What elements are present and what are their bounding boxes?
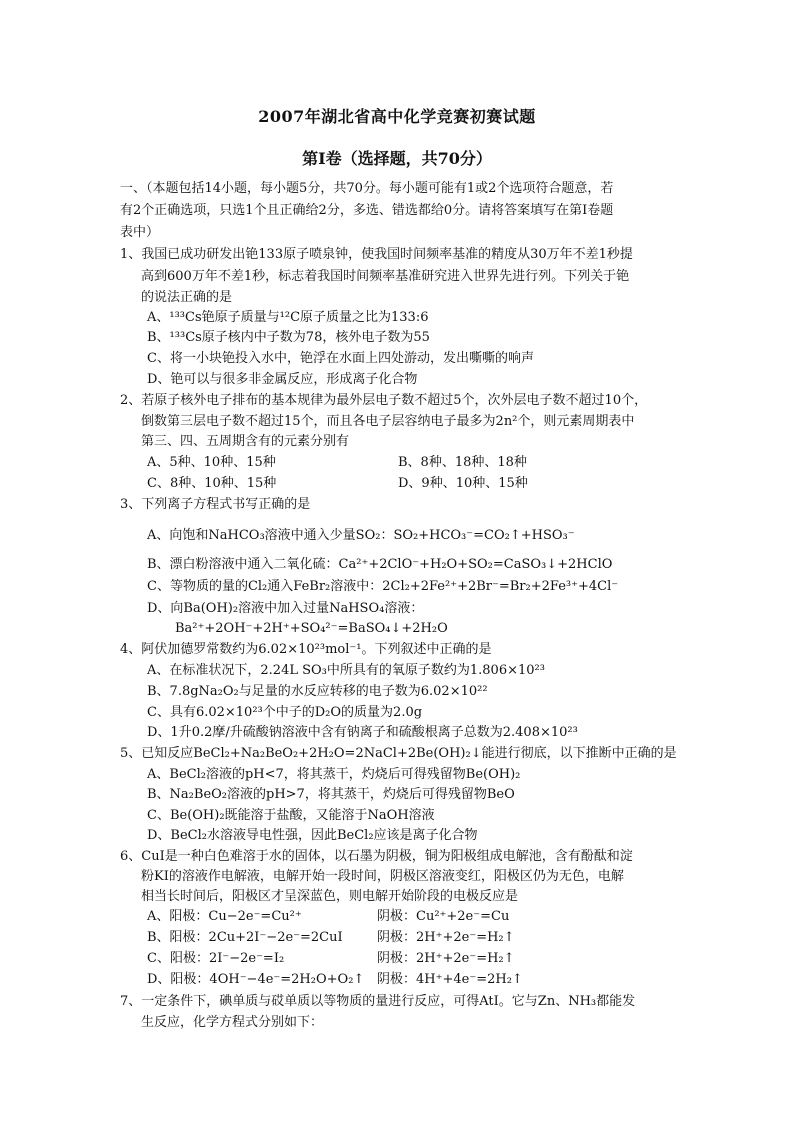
question-7-stem: 生反应，化学方程式分别如下： bbox=[141, 1015, 324, 1030]
question-6-option-a-anode: A、阳极：Cu−2e⁻=Cu²⁺ bbox=[147, 909, 302, 924]
question-6-option-b-cathode: 阴极：2H⁺+2e⁻=H₂↑ bbox=[377, 930, 515, 945]
question-6-option-d-anode: D、阳极：4OH⁻−4e⁻=2H₂O+O₂↑ bbox=[147, 972, 365, 987]
question-2-stem: 第三、四、五周期含有的元素分别有 bbox=[141, 434, 350, 449]
question-3-option-b: B、漂白粉溶液中通入二氧化硫：Ca²⁺+2ClO⁻+H₂O+SO₂=CaSO₃↓+2HClO bbox=[147, 557, 613, 572]
question-4-option-a: A、在标准状况下，2.24L SO₃中所具有的氧原子数约为1.806×10²³ bbox=[147, 663, 545, 678]
question-2-stem: 2、若原子核外电子排布的基本规律为最外层电子数不超过5个，次外层电子数不超过10个， bbox=[120, 393, 648, 408]
section-title: 第Ⅰ卷（选择题，共70分） bbox=[302, 149, 492, 168]
question-4-option-b: B、7.8gNa₂O₂与足量的水反应转移的电子数为6.02×10²² bbox=[147, 684, 488, 699]
question-5-option-d: D、BeCl₂水溶液导电性强，因此BeCl₂应该是离子化合物 bbox=[147, 828, 478, 843]
question-5-option-a: A、BeCl₂溶液的pH<7，将其蒸干，灼烧后可得残留物Be(OH)₂ bbox=[147, 767, 521, 782]
page-title: 2007年湖北省高中化学竞赛初赛试题 bbox=[258, 107, 536, 126]
question-1-option-b: B、¹³³Cs原子核内中子数为78，核外电子数为55 bbox=[147, 330, 430, 345]
question-6-option-b-anode: B、阳极：2Cu+2I⁻−2e⁻=2CuI bbox=[147, 930, 343, 945]
question-3-option-d-equation: Ba²⁺+2OH⁻+2H⁺+SO₄²⁻=BaSO₄↓+2H₂O bbox=[175, 621, 448, 636]
question-6-stem: 粉KI的溶液作电解液，电解开始一段时间，阴极区溶液变红，阳极区仍为无色，电解 bbox=[141, 869, 624, 884]
section-intro-line: 一、（本题包括14小题，每小题5分，共70分。每小题可能有1或2个选项符合题意，若 bbox=[120, 181, 614, 196]
question-4-option-d: D、1升0.2摩/升硫酸钠溶液中含有钠离子和硫酸根离子总数为2.408×10²³ bbox=[147, 725, 578, 740]
question-2-option-b: B、8种、18种、18种 bbox=[398, 455, 527, 470]
question-3-option-c: C、等物质的量的Cl₂通入FeBr₂溶液中：2Cl₂+2Fe²⁺+2Br⁻=Br₂+2Fe³⁺+4Cl⁻ bbox=[147, 579, 619, 594]
question-2-option-d: D、9种、10种、15种 bbox=[398, 476, 528, 491]
question-1-option-c: C、将一小块铯投入水中，铯浮在水面上四处游动，发出嘶嘶的响声 bbox=[147, 351, 534, 366]
question-1-stem: 1、我国已成功研发出铯133原子喷泉钟，使我国时间频率基准的精度从30万年不差1秒提 bbox=[120, 247, 633, 262]
question-3-option-d: D、向Ba(OH)₂溶液中加入过量NaHSO₄溶液： bbox=[147, 601, 424, 616]
question-3-option-a: A、向饱和NaHCO₃溶液中通入少量SO₂：SO₂+HCO₃⁻=CO₂↑+HSO₃⁻ bbox=[147, 528, 575, 543]
question-4-option-c: C、具有6.02×10²³个中子的D₂O的质量为2.0g bbox=[147, 705, 423, 720]
question-1-option-d: D、铯可以与很多非金属反应，形成离子化合物 bbox=[147, 372, 418, 387]
question-7-stem: 7、一定条件下，碘单质与砹单质以等物质的量进行反应，可得AtI。它与Zn、NH₃都能发 bbox=[120, 994, 636, 1009]
section-intro-line: 有2个正确选项，只选1个且正确给2分，多选、错选都给0分。请将答案填写在第Ⅰ卷题 bbox=[120, 203, 614, 218]
question-5-stem: 5、已知反应BeCl₂+Na₂BeO₂+2H₂O=2NaCl+2Be(OH)₂↓能进行彻底，以下推断中正确的是 bbox=[120, 746, 677, 761]
question-4-stem: 4、阿伏加德罗常数约为6.02×10²³mol⁻¹。下列叙述中正确的是 bbox=[120, 642, 492, 657]
question-6-option-c-cathode: 阴极：2H⁺+2e⁻=H₂↑ bbox=[377, 951, 515, 966]
question-1-stem: 的说法正确的是 bbox=[141, 290, 233, 305]
question-6-option-d-cathode: 阴极：4H⁺+4e⁻=2H₂↑ bbox=[377, 972, 523, 987]
question-2-option-c: C、8种、10种、15种 bbox=[147, 476, 277, 491]
section-intro-line: 表中） bbox=[120, 225, 160, 240]
question-6-stem: 相当长时间后，阳极区才呈深蓝色，则电解开始阶段的电极反应是 bbox=[141, 889, 519, 904]
question-6-stem: 6、CuI是一种白色难溶于水的固体，以石墨为阴极，铜为阳极组成电解池，含有酚酞和淀 bbox=[120, 849, 633, 864]
question-2-stem: 倒数第三层电子数不超过15个，而且各电子层容纳电子最多为2n²个，则元素周期表中 bbox=[141, 414, 635, 429]
question-1-stem: 高到600万年不差1秒，标志着我国时间频率基准研究进入世界先进行列。下列关于铯 bbox=[141, 269, 630, 284]
question-5-option-b: B、Na₂BeO₂溶液的pH>7，将其蒸干，灼烧后可得残留物BeO bbox=[147, 787, 515, 802]
question-6-option-c-anode: C、阳极：2I⁻−2e⁻=I₂ bbox=[147, 951, 285, 966]
question-5-option-c: C、Be(OH)₂既能溶于盐酸，又能溶于NaOH溶液 bbox=[147, 808, 435, 823]
question-6-option-a-cathode: 阴极：Cu²⁺+2e⁻=Cu bbox=[377, 909, 510, 924]
question-3-stem: 3、下列离子方程式书写正确的是 bbox=[120, 497, 311, 512]
question-1-option-a: A、¹³³Cs铯原子质量与¹²C原子质量之比为133:6 bbox=[147, 310, 429, 325]
question-2-option-a: A、5种、10种、15种 bbox=[147, 455, 276, 470]
